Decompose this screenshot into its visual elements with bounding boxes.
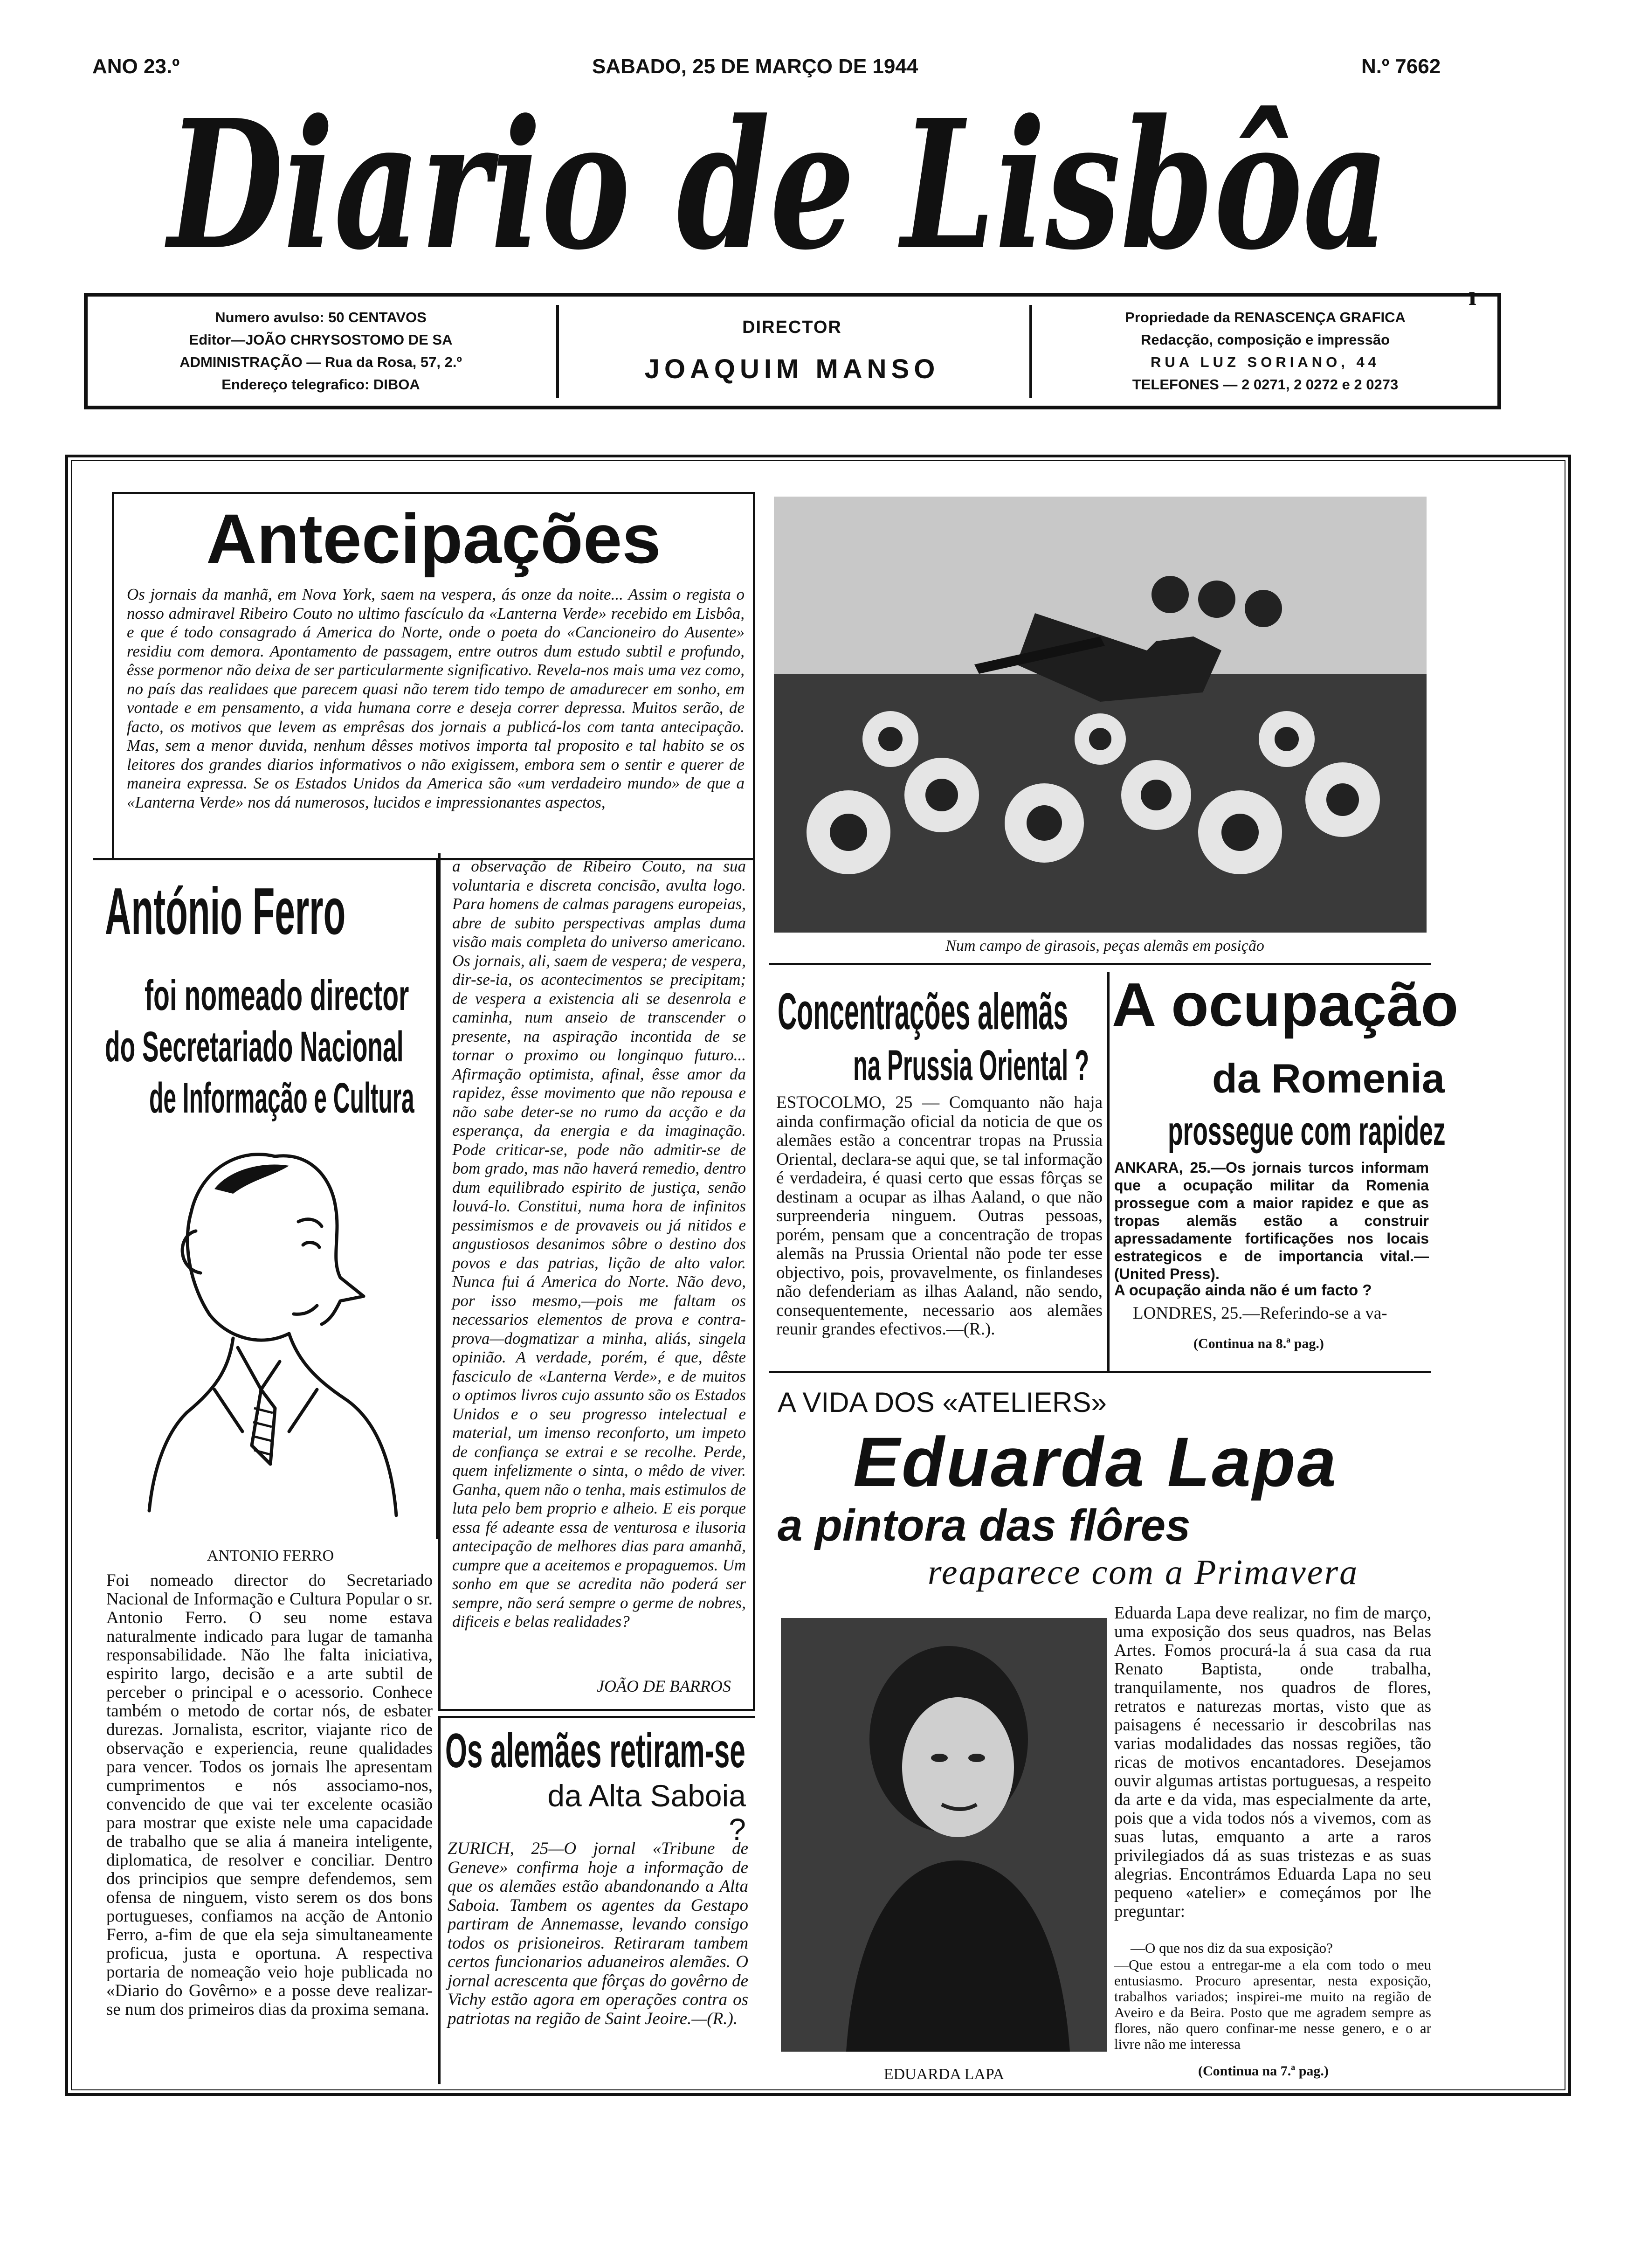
alemaes-headline-2: da Alta Saboia ? [547,1778,746,1846]
lapa-continua: (Continua na 7.ª pag.) [1198,2063,1329,2079]
ferro-headline-4: de Informação e Cultura [149,1074,414,1122]
info-left [88,297,554,406]
ferro-caricature [121,1128,420,1529]
photo-sunflower-field-image [774,497,1427,933]
concentracoes-headline-2: na Prussia Oriental ? [853,1042,1089,1089]
director-label: DIRECTOR [742,318,842,337]
year-label: ANO 23.º [92,55,180,78]
lapa-headline-2: a pintora das flôres [778,1500,1191,1550]
margin-mark: ı [1469,280,1476,311]
photo-eduarda-lapa-image [781,1618,1107,2052]
romenia-headline-3: prossegue com rapidez [1168,1109,1446,1154]
date-line: SABADO, 25 DE MARÇO DE 1944 [592,55,918,78]
ferro-caption: ANTONIO FERRO [207,1547,334,1564]
romenia-body-2: LONDRES, 25.—Referindo-se a va- [1133,1304,1387,1323]
concentracoes-body: ESTOCOLMO, 25 — Comquanto não haja ainda confirmação oficial da noticia de que os alemães estão a concentrar tropas na Prussia Oriental, declara-se aqui que, se tal informação é verdadeira, é quasi certo que essas fôrças se destinam a ocupar as ilhas Aaland, o que não surpreenderia ninguem. Outras pessoas, porém, pensam que a concentração de tropas alemãs na Prussia Oriental não pode ter esse objectivo, pois, provavelmente, os finlandeses não defenderiam as ilhas Aaland, não sendo, consequentemente, necessario aos alemães reunir grandes efectivos.—(R.). [776,1093,1103,1339]
concentracoes-headline-1: Concentrações alemãs [778,983,1069,1040]
info-box [84,293,1501,409]
director-name: JOAQUIM MANSO [644,354,940,384]
photo-sunflower-field [774,497,1427,933]
romenia-body: ANKARA, 25.—Os jornais turcos informam que a ocupação militar da Romenia prossegue com a maior rapidez e que as tropas alemãs estão a construir apressadamente fortificações nos locais estrategicos e de importancia vital.—(United Press). [1114,1159,1429,1282]
lapa-body: Eduarda Lapa deve realizar, no fim de março, uma exposição dos seus quadros, nas Belas Artes. Fomos procurá-la á sua casa da rua Renato Baptista, onde trabalha, tranquilamente, nos quadros de flores, retratos e naturezas mortas, visto que as paisagens é necessario ir descobrilas nas varias modalidades das nossas regiões, tão ricas de motivos encantadores. Desejamos ouvir algumas artistas portuguesas, a respeito da arte e da vida, mas especialmente da arte, pois que a vida todos nós a vivemos, com as suas lutas, emquanto a arte a raros privilegiados dá as suas tristezas e as suas alegrias. Encontrámos Eduarda Lapa no seu pequeno «atelier» e começámos por lhe preguntar: [1114,1604,1431,1921]
info-center [559,297,1025,406]
photo1-caption: Num campo de girasois, peças alemãs em posição [945,937,1264,954]
telegraph-line: Endereço telegrafico: DIBOA [221,376,420,393]
romenia-subhead: A ocupação ainda não é um facto ? [1114,1281,1372,1299]
romenia-headline-2: da Romenia [1212,1055,1445,1101]
antecipacoes-signature: JOÃO DE BARROS [597,1677,731,1695]
alemaes-body: ZURICH, 25—O jornal «Tribune de Geneve» confirma hoje a informação de que os alemães estão abandonando a Alta Saboia. Tambem os agentes da Gestapo partiram de Annemasse, levando consigo todos os prisioneiros. Retiraram tambem certos funcionarios aduaneiros alemães. O jornal acrescenta que fôrças do govêrno de Vichy estão agora em operações contra os patriotas na região de Saint Jeoire.—(R.). [448,1839,748,2028]
lapa-answer: —Que estou a entregar-me a ela com todo o meu entusiasmo. Procuro apresentar, nesta exposição, trabalhos variados; inspirei-me muito na região de Aveiro e da Beira. Posto que me agradem sempre as flores, não quero confinar-me nesse genero, e o ar livre não me interessa [1114,1957,1431,2052]
address-line: RUA LUZ SORIANO, 44 [1151,354,1380,370]
lapa-headline-1: Eduarda Lapa [853,1423,1338,1501]
editor-line: Editor—JOÃO CHRYSOSTOMO DE SA [189,332,453,348]
info-right [1032,297,1498,406]
antecipacoes-lead: Os jornais da manhã, em Nova York, saem na vespera, ás onze da noite... Assim o regista o nosso admiravel Ribeiro Couto no ultimo fascículo da «Lanterna Verde» recebido em Lisbôa, e que é todo consagrado á America do Norte, onde o poeta do «Cancioneiro do Ausente» residiu com demora. Apontamento de passagem, entre outros dum estudo subtil e profundo, êsse pormenor não deixa de ser particularmente significativo. Revela-nos mais uma vez como, no país das realidaes que parecem quasi não terem tido tempo de amadurecer em sonho, em vontade e em pensamento, a vida humana corre e deseja correr depressa. Muitos serão, de facto, os motivos que levem as emprêsas dos jornais a publicá-los com tanta antecipação. Mas, sem a menor duvida, nenhum dêsses motivos importa tal proposito e tal habito se os leitores dos grandes diarios informativos o não exigissem, embora sem o sentir e querer de maneira expressa. Se os Estados Unidos da America são «um verdadeiro mundo» de que a «Lanterna Verde» nos dá numerosos, lucidos e impressionantes aspectos, [127,585,745,811]
rule [769,963,1431,965]
antecipacoes-headline: Antecipações [206,499,661,578]
owner-line: Propriedade da RENASCENÇA GRAFICA [1125,309,1406,325]
photo-eduarda-lapa [781,1618,1107,2052]
lapa-question: —O que nos diz da sua exposição? [1131,1940,1333,1956]
lapa-headline-3: reaparece com a Primavera [928,1553,1359,1592]
ferro-headline-3: do Secretariado Nacional [105,1023,404,1071]
issue-number: N.º 7662 [1361,55,1441,78]
lapa-caption: EDUARDA LAPA [883,2066,1005,2083]
ferro-headline-2: foi nomeado director [145,972,409,1019]
masthead-logo [154,81,1403,289]
lapa-kicker: A VIDA DOS «ATELIERS» [778,1387,1107,1418]
redaction-line: Redacção, composição e impressão [1140,332,1390,348]
ferro-headline-name: António Ferro [105,874,346,948]
romenia-headline-1: A ocupação [1112,970,1459,1039]
column-rule [1107,972,1110,1373]
alemaes-headline-1: Os alemães retiram-se [445,1724,745,1778]
masthead-title: Diario de Lisbôa [164,81,1390,289]
phones-line: TELEFONES — 2 0271, 2 0272 e 2 0273 [1132,376,1399,393]
ferro-body: Foi nomeado director do Secretariado Nacional de Informação e Cultura Popular o sr. Antonio Ferro. O seu nome estava naturalmente indicado para lugar de tamanha responsabilidade. Não lhe falta iniciativa, espirito largo, decisão e a arte subtil de perceber o principal e o acessorio. Conhece também o metodo de cortar nós, de esbater durezas. Jornalista, escritor, viajante rico de observação e experiencia, reune qualidades para vencer. Todos os jornais lhe apresentam cumprimentos e nós associamo-nos, convencido de que vai ter excelente ocasião para mostrar que existe nele uma capacidade de trabalho que se alia á maneira inteligente, diplomatica, de resolver e conciliar. Dentro dos principios que sempre defendemos, sem ofensa de ninguem, visto serem os dos bons portugueses, confiamos na acção de Antonio Ferro, a-fim de que ela seja simultaneamente proficua, justa e oportuna. A respectiva portaria de nomeação veio hoje publicada no «Diario do Govêrno» e a posse deve realizar-se num dos primeiros dias da proxima semana. [106,1571,433,2019]
romenia-continua: (Continua na 8.ª pag.) [1193,1336,1324,1351]
price-line: Numero avulso: 50 CENTAVOS [215,309,427,325]
admin-line: ADMINISTRAÇÃO — Rua da Rosa, 57, 2.º [179,354,462,370]
rule [769,1371,1431,1373]
antecipacoes-column: a observação de Ribeiro Couto, na sua voluntaria e discreta concisão, avulta logo. Para homens de calmas paragens europeias, abre de subito perspectivas amplas duma visão mais completa do universo americano. Os jornais, ali, saem de vespera; de vespera, dir-se-ia, os acontecimentos se precipitam; de vespera a existencia ali se desenrola e caminha, num anseio de transcender o presente, na aspiração incontida de se tornar o proximo ou longinquo futuro... Afirmação optimista, afinal, êsse amor da rapidez, êsse movimento que não repousa e não sabe deter-se no rumo da acção e da esperança, da energia e da imaginação. Pode criticar-se, pode não admitir-se de bom grado, mas não haverá remedio, dentro dum equilibrado espirito de justiça, senão louvá-lo. Constitui, numa hora de infinitos pessimismos e de provaveis ou já nitidos e angustiosos desanimos sôbre o destino dos povos e das patrias, lição de alto valor. Nunca fui á America do Norte. Não devo, por isso mesmo,—pois me faltam os necessarios elementos de prova e contra-prova—dogmatizar a minha, aliás, singela opinião. A verdade, porém, é que, dêste fasciculo de «Lanterna Verde», e de muitos o optimos livros cujo assunto são os Estados Unidos e o seu progresso intelectual e material, um imenso reconforto, um impeto de confiança se extrai e se recolhe. Perde, quem infelizmente o sinta, o mêdo de viver. Ganha, quem não o tenha, mais estimulos de luta pelo bem proprio e alheio. E eis porque essa fé adeante essa de venturosa e ilusoria antecipação de melhores dias para amanhã, cumpre que a aceitemos e propaguemos. Um sonho em que se acredita não poderá ser sempre, não será sempre o germe de nobres, dificeis e belas realidades? [452,857,746,1631]
